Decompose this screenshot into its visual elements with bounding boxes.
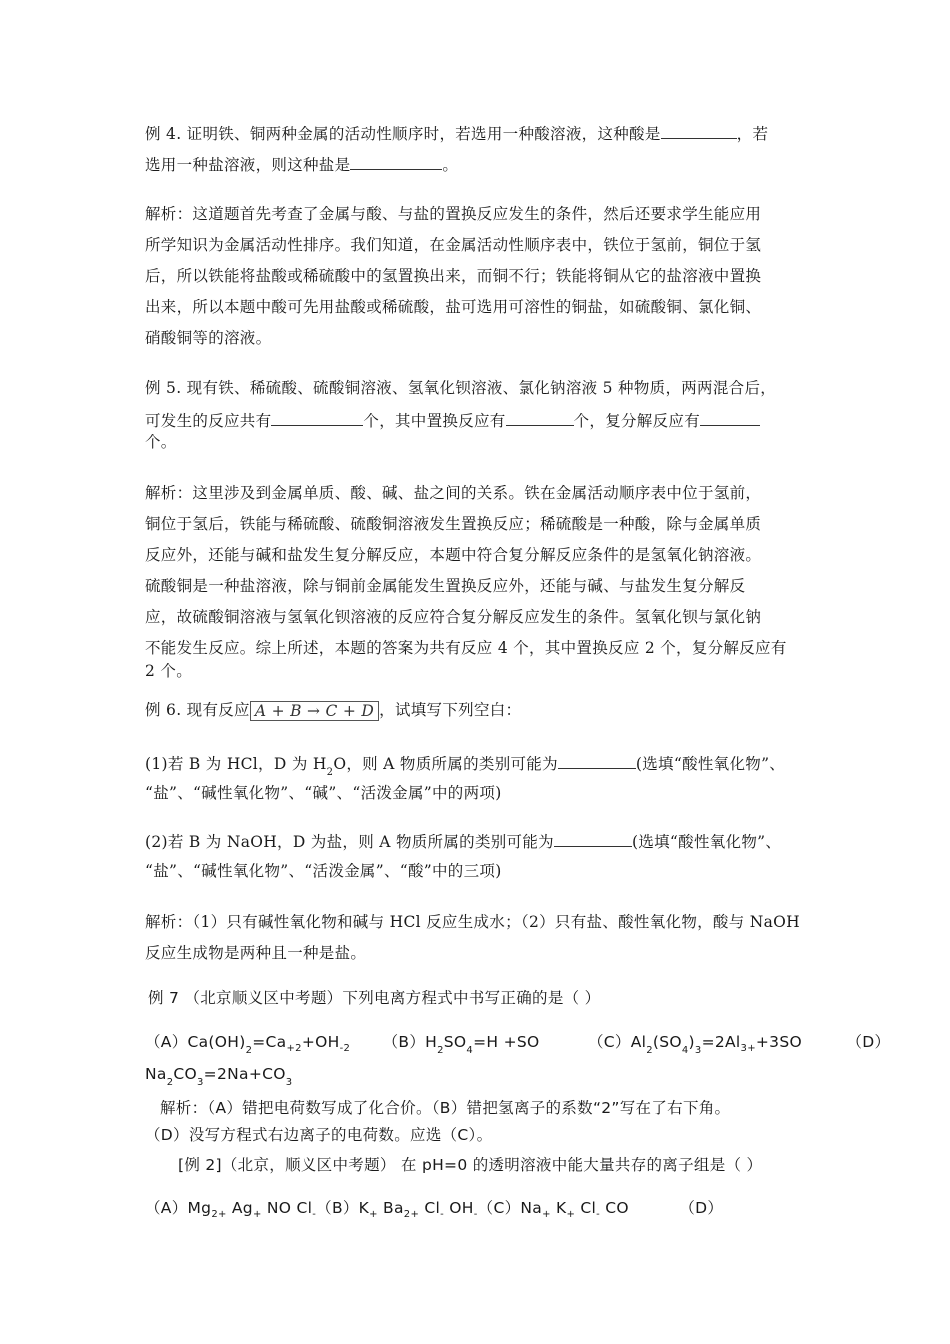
- ex5-text: 可发生的反应共有: [145, 412, 272, 430]
- ex7-option-c: （C）Al: [587, 1033, 647, 1051]
- charge: -2: [339, 1043, 351, 1054]
- ion: CO: [600, 1199, 629, 1217]
- ex6-head: [145, 700, 521, 721]
- ex7-option-d-formula: [145, 1064, 292, 1087]
- ex6-q2-text: (2)若 B 为 NaOH，D 为盐，则 A 物质所属的类别可能为: [145, 833, 554, 851]
- formula-part: +OH: [301, 1033, 340, 1051]
- charge: +: [566, 1209, 576, 1220]
- charge: -: [596, 1209, 601, 1220]
- ex4-analysis-line: 后，所以铁能将盐酸或稀硫酸中的氢置换出来，而铜不行；铁能将铜从它的盐溶液中置换: [145, 267, 762, 285]
- ex5-text: 个，其中置换反应有: [363, 412, 506, 430]
- charge: +: [542, 1209, 551, 1220]
- ex4-text-end: 。: [442, 156, 459, 174]
- ex6-analysis-line: 反应生成物是两种且一种是盐。: [145, 944, 367, 962]
- subscript: 2: [245, 1045, 253, 1056]
- ex5-analysis-line: 解析：这里涉及到金属单质、酸、碱、盐之间的关系。铁在金属活动顺序表中位于氢前，: [145, 484, 762, 502]
- formula-part: CO: [173, 1065, 197, 1083]
- formula-part: ): [688, 1033, 695, 1051]
- ex7-option-d: （D）: [846, 1033, 891, 1051]
- formula-part: +3SO: [755, 1033, 802, 1051]
- charge: -: [473, 1209, 478, 1220]
- subscript: 4: [466, 1045, 474, 1056]
- ex6-q2-line-1: [145, 830, 781, 852]
- charge: 3+: [740, 1043, 756, 1054]
- ex6-q2-blank: [554, 830, 632, 847]
- ex2-options: [145, 1198, 723, 1221]
- ex5-line-3: 个。: [145, 433, 177, 451]
- ex5-analysis-line: 应，故硫酸铜溶液与氢氧化钡溶液的反应符合复分解反应发生的条件。氢氧化钡与氯化钠: [145, 608, 762, 626]
- ex4-question-text-2: 选用一种盐溶液，则这种盐是: [145, 156, 351, 174]
- ex7-head: 例 7 （北京顺义区中考题）下列电离方程式中书写正确的是（ ）: [148, 989, 601, 1007]
- ion: Cl: [419, 1199, 441, 1217]
- ex4-analysis-line: 硝酸铜等的溶液。: [145, 329, 272, 347]
- ion: NO Cl: [261, 1199, 313, 1217]
- formula-part: =Ca: [252, 1033, 287, 1051]
- ex2-option-b: （B）K: [316, 1199, 370, 1217]
- charge: +2: [286, 1043, 302, 1054]
- subscript: 3: [285, 1077, 293, 1088]
- ex6-q2-line-2: “盐”、“碱性氧化物”、“活泼金属”、“酸”中的三项): [145, 862, 502, 880]
- ex6-formula-image: A + B → C + D: [250, 701, 379, 721]
- ex5-analysis-line: 硫酸铜是一种盐溶液，除与铜前金属能发生置换反应外，还能与碱、与盐发生复分解反: [145, 577, 746, 595]
- ex4-analysis-line: 出来，所以本题中酸可先用盐酸或稀硫酸，盐可选用可溶性的铜盐，如硫酸铜、氯化铜、: [145, 298, 762, 316]
- ex6-q1-blank: [558, 752, 636, 769]
- ex4-line-2: [145, 153, 458, 175]
- ex6-q1-line-2: “盐”、“碱性氧化物”、“碱”、“活泼金属”中的两项): [145, 784, 502, 802]
- ex6-head-text: 例 6. 现有反应: [145, 701, 250, 719]
- ex5-line-1: 例 5. 现有铁、稀硫酸、硫酸铜溶液、氢氧化钡溶液、氯化钠溶液 5 种物质，两两混合后，: [145, 379, 777, 397]
- formula-part: =H +SO: [473, 1033, 540, 1051]
- subscript: 4: [681, 1045, 689, 1056]
- ex6-q1-text: (选填“酸性氧化物”、: [635, 755, 786, 773]
- ex5-line-2: [145, 409, 760, 431]
- ex6-q1-line-1: [145, 752, 785, 777]
- ex4-blank-acid: [661, 122, 737, 139]
- ex6-analysis-line: 解析：（1）只有碱性氧化物和碱与 HCl 反应生成水；（2）只有盐、酸性氧化物，酸与 NaOH: [145, 913, 800, 931]
- ex4-text: ，若: [736, 125, 769, 143]
- ex7-option-a: （A）Ca(OH): [145, 1033, 246, 1051]
- ex2-option-c: （C）Na: [477, 1199, 543, 1217]
- ex5-blank-double: [700, 409, 760, 426]
- charge: 2+: [211, 1209, 227, 1220]
- subscript: 3: [197, 1077, 204, 1088]
- ex6-q1-text: (1)若 B 为 HCl，D 为 H: [145, 755, 327, 773]
- formula-part: Na: [145, 1065, 167, 1083]
- ex7-options: [145, 1032, 890, 1055]
- ex7-option-b: （B）H: [382, 1033, 438, 1051]
- charge: 2+: [403, 1209, 420, 1220]
- ex4-blank-salt: [350, 153, 442, 170]
- ex6-head-text: ，试填写下列空白：: [379, 701, 522, 719]
- subscript: 2: [646, 1045, 653, 1056]
- ex5-analysis-line: 铜位于氢后，铁能与稀硫酸、硫酸铜溶液发生置换反应；稀硫酸是一种酸，除与金属单质: [145, 515, 762, 533]
- ex4-line-1: [145, 122, 768, 144]
- ex5-blank-total: [271, 409, 363, 426]
- ex5-blank-displacement: [506, 409, 574, 426]
- subscript: 3: [694, 1045, 702, 1056]
- ex2-option-a: （A）Mg: [145, 1199, 212, 1217]
- ex2-head: [例 2]（北京，顺义区中考题） 在 pH=0 的透明溶液中能大量共存的离子组是（ ）: [178, 1156, 763, 1174]
- ex7-analysis-line: 解析：（A）错把电荷数写成了化合价。（B）错把氢离子的系数“2”写在了右下角。: [160, 1099, 731, 1117]
- ex6-q2-text: (选填“酸性氧化物”、: [631, 833, 782, 851]
- formula-part: =2Al: [701, 1033, 741, 1051]
- charge: -: [312, 1209, 317, 1220]
- ion: K: [550, 1199, 567, 1217]
- ion: OH: [444, 1199, 474, 1217]
- formula-part: SO: [443, 1033, 467, 1051]
- ex5-analysis-line: 2 个。: [145, 662, 192, 680]
- ex4-question-text: 例 4. 证明铁、铜两种金属的活动性顺序时，若选用一种酸溶液，这种酸是: [145, 125, 661, 143]
- subscript: 2: [166, 1077, 174, 1088]
- charge: +: [369, 1209, 378, 1220]
- ex5-analysis-line: 反应外，还能与碱和盐发生复分解反应，本题中符合复分解反应条件的是氢氧化钠溶液。: [145, 546, 762, 564]
- ex5-analysis-line: 不能发生反应。综上所述，本题的答案为共有反应 4 个，其中置换反应 2 个，复分解反应有: [145, 639, 787, 657]
- ex6-q1-subscript: 2: [326, 767, 334, 778]
- charge: +: [252, 1209, 262, 1220]
- formula-part: =2Na+CO: [203, 1065, 286, 1083]
- ex5-text: 个，复分解反应有: [573, 412, 701, 430]
- ex6-q1-text: O，则 A 物质所属的类别可能为: [333, 755, 558, 773]
- ion: Ba: [377, 1199, 404, 1217]
- formula-part: (SO: [652, 1033, 682, 1051]
- charge: -: [440, 1209, 445, 1220]
- ex2-option-d: （D）: [679, 1199, 724, 1217]
- subscript: 2: [437, 1045, 444, 1056]
- ex4-analysis-line: 解析：这道题首先考查了金属与酸、与盐的置换反应发生的条件，然后还要求学生能应用: [145, 205, 762, 223]
- ex7-analysis-line: （D）没写方程式右边离子的电荷数。应选（C）。: [145, 1126, 493, 1144]
- ex4-analysis-line: 所学知识为金属活动性排序。我们知道，在金属活动性顺序表中，铁位于氢前，铜位于氢: [145, 236, 762, 254]
- ion: Cl: [575, 1199, 597, 1217]
- ion: Ag: [226, 1199, 253, 1217]
